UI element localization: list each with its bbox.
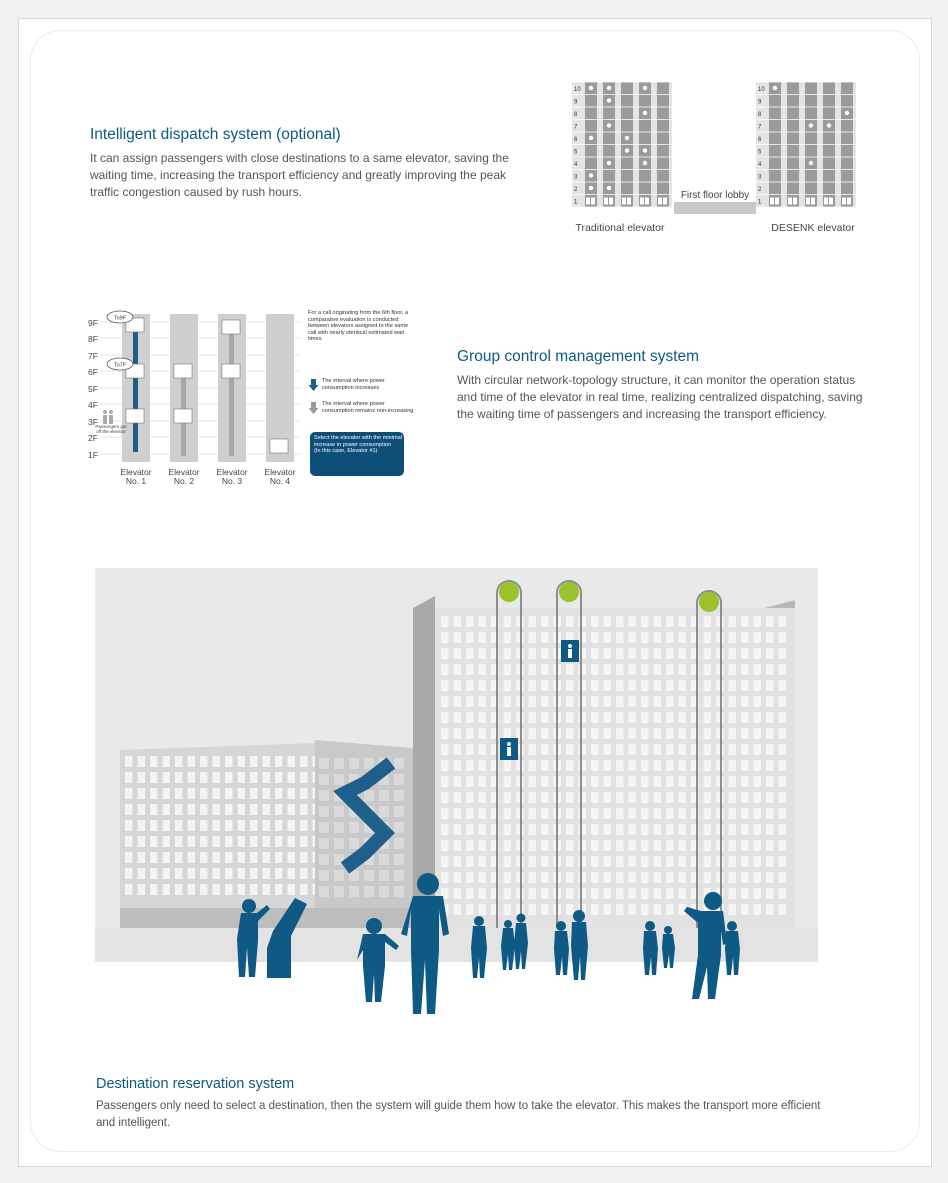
door-icon xyxy=(640,198,644,205)
callout-to9f: To9F xyxy=(113,315,127,322)
door-icon xyxy=(591,198,595,205)
power-interval xyxy=(229,328,234,456)
passenger-dot xyxy=(643,86,647,90)
floor-label: 5F xyxy=(88,384,98,394)
floor-number: 1 xyxy=(574,199,578,206)
elevator-label: Elevator No. 1 xyxy=(120,468,152,486)
note-text: For a call originating from the 6th floor, a comparative evaluation is conducted between elevators assigned to the same call with nearly identical estimated wait times. xyxy=(308,310,409,343)
elevator-car xyxy=(222,320,240,334)
legend-increase: The interval where power consumption increases xyxy=(322,378,385,391)
floor-number: 5 xyxy=(574,149,578,156)
traditional-label: Traditional elevator xyxy=(575,222,665,234)
elevator-car xyxy=(222,364,240,378)
select-note: Select the elevator with the minimal increase in power consumption xyxy=(314,435,402,448)
floor-number: 10 xyxy=(758,87,765,93)
passenger-dot xyxy=(607,98,611,102)
indicator-light xyxy=(699,592,719,612)
destination-body: Passengers only need to select a destination, then the system will guide them how to take the elevator. This makes the transport more efficient and intelligent. xyxy=(96,1100,821,1129)
floor-number: 1 xyxy=(758,199,762,206)
passenger-dot xyxy=(643,161,647,165)
door-icon xyxy=(658,198,662,205)
group-control-diagram xyxy=(86,306,416,492)
floor-number: 9 xyxy=(758,99,762,106)
door-icon xyxy=(811,198,815,205)
door-icon xyxy=(788,198,792,205)
dispatch-title: Intelligent dispatch system (optional) xyxy=(90,126,341,143)
dispatch-body: It can assign passengers with close destinations to a same elevator, saving the waiting time, increasing the transport efficiency and greatly improving the peak traffic congestion caused by rush hours. xyxy=(90,151,509,199)
passenger-dot xyxy=(809,123,813,127)
passenger-dot xyxy=(589,136,593,140)
door-icon xyxy=(770,198,774,205)
destination-illustration xyxy=(95,568,818,1018)
power-interval xyxy=(133,324,138,452)
passenger-dot xyxy=(607,161,611,165)
floor-label: 1F xyxy=(88,450,98,460)
dispatch-diagram xyxy=(560,74,880,244)
passenger-dot xyxy=(643,148,647,152)
callout-to7f: To7F xyxy=(113,362,127,369)
passenger-dot xyxy=(845,111,849,115)
indicator-light xyxy=(559,582,579,602)
lobby-label: First floor lobby xyxy=(680,190,750,201)
floor-number: 7 xyxy=(574,124,578,131)
elevator-car xyxy=(126,409,144,423)
door-icon xyxy=(793,198,797,205)
passengers-note: Passengers get off the elevator xyxy=(95,424,127,434)
door-icon xyxy=(842,198,846,205)
passenger-dot xyxy=(607,123,611,127)
group-title: Group control management system xyxy=(457,348,700,365)
floor-number: 8 xyxy=(574,112,578,118)
passenger-dot xyxy=(625,148,629,152)
floor-label: 6F xyxy=(88,367,98,377)
destination-title: Destination reservation system xyxy=(96,1076,295,1092)
door-icon xyxy=(609,198,613,205)
group-body: With circular network-topology structure, it can monitor the operation status and time of the elevator in real time, realizing centralized dispatching, saving the waiting time of passengers and increasing the transport efficiency. xyxy=(457,373,863,421)
select-case: (In this case, Elevator #1) xyxy=(314,448,378,455)
floor-number: 8 xyxy=(758,112,762,118)
elevator-label: Elevator No. 3 xyxy=(216,468,248,486)
passengers-icon xyxy=(103,410,113,424)
floor-number: 2 xyxy=(574,187,578,193)
door-icon xyxy=(645,198,649,205)
door-icon xyxy=(824,198,828,205)
door-icon xyxy=(622,198,626,205)
passenger-dot xyxy=(589,186,593,190)
floor-label: 4F xyxy=(88,400,98,410)
door-icon xyxy=(627,198,631,205)
elevator-label: Elevator No. 4 xyxy=(264,468,296,486)
door-icon xyxy=(604,198,608,205)
floor-number: 9 xyxy=(574,99,578,106)
floor-number: 3 xyxy=(574,174,578,181)
down-arrow-icon xyxy=(309,379,319,391)
passenger-dot xyxy=(625,136,629,140)
floor-number: 7 xyxy=(758,124,762,131)
passenger-dot xyxy=(589,173,593,177)
floor-label: 7F xyxy=(88,351,98,361)
floor-number: 6 xyxy=(758,137,762,143)
floor-number: 3 xyxy=(758,174,762,181)
passenger-dot xyxy=(607,86,611,90)
passenger-dot xyxy=(643,111,647,115)
passenger-dot xyxy=(589,86,593,90)
elevator-car xyxy=(270,439,288,453)
floor-label: 2F xyxy=(88,433,98,443)
passenger-dot xyxy=(607,186,611,190)
door-icon xyxy=(847,198,851,205)
floor-number: 2 xyxy=(758,187,762,193)
elevator-car xyxy=(174,409,192,423)
door-icon xyxy=(663,198,667,205)
passenger-dot xyxy=(773,86,777,90)
down-arrow-icon xyxy=(309,402,319,414)
desenk-label: DESENK elevator xyxy=(771,222,855,234)
floor-number: 6 xyxy=(574,137,578,143)
floor-label: 9F xyxy=(88,318,98,328)
floor-number: 4 xyxy=(758,162,762,168)
passenger-dot xyxy=(827,123,831,127)
door-icon xyxy=(829,198,833,205)
legend-nonincrease: The interval where power consumption remains non-increasing xyxy=(322,401,414,414)
door-icon xyxy=(806,198,810,205)
floor-number: 5 xyxy=(758,149,762,156)
floor-number: 4 xyxy=(574,162,578,168)
elevator-car xyxy=(174,364,192,378)
floor-label: 8F xyxy=(88,334,98,344)
door-icon xyxy=(775,198,779,205)
floor-number: 10 xyxy=(574,87,581,93)
passenger-dot xyxy=(809,161,813,165)
door-icon xyxy=(586,198,590,205)
elevator-label: Elevator No. 2 xyxy=(168,468,200,486)
floor-label: 3F xyxy=(88,417,98,427)
indicator-light xyxy=(499,582,519,602)
